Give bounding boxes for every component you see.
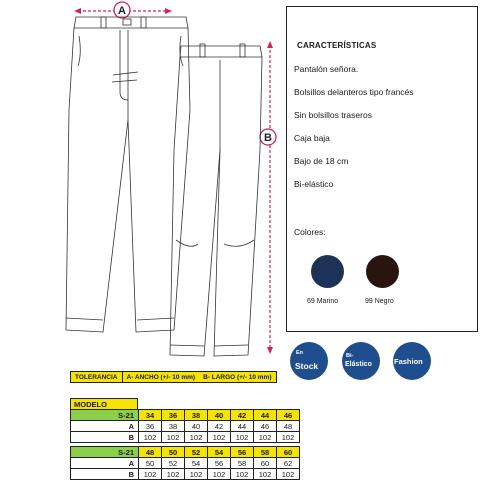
characteristic-line: Pantalón señora. [294, 64, 359, 74]
row-label: B [71, 432, 139, 443]
tolerance-strip [70, 371, 277, 383]
value-cell: 44 [231, 421, 254, 432]
label-a: A [118, 5, 126, 17]
value-cell: 54 [185, 458, 208, 469]
size-cell: 42 [231, 410, 254, 421]
badge-line: En [296, 350, 304, 356]
trousers-technical-drawing [0, 0, 285, 365]
table-row [71, 432, 300, 443]
value-cell: 40 [185, 421, 208, 432]
color-swatch-marino [311, 255, 344, 288]
table-row [71, 410, 300, 421]
size-cell: 56 [231, 447, 254, 458]
size-cell: 60 [277, 447, 300, 458]
color-swatch-negro [366, 255, 399, 288]
width-measure-arrow [74, 2, 172, 18]
size-cell: 36 [162, 410, 185, 421]
value-cell: 102 [277, 469, 300, 480]
size-cell: 48 [139, 447, 162, 458]
value-cell: 46 [254, 421, 277, 432]
characteristic-line: Sin bolsillos traseros [294, 110, 372, 120]
colors-label: Colores: [294, 227, 326, 237]
characteristic-line: Bajo de 18 cm [294, 156, 349, 166]
row-label: B [71, 469, 139, 480]
table-row [71, 458, 300, 469]
table-row [71, 447, 300, 458]
value-cell: 48 [277, 421, 300, 432]
badge-line: Elástico [345, 361, 372, 368]
value-cell: 42 [208, 421, 231, 432]
size-cell: 58 [254, 447, 277, 458]
value-cell: 102 [254, 469, 277, 480]
value-cell: 102 [231, 432, 254, 443]
color-name-negro: 99 Negro [365, 298, 394, 305]
model-name: S-21 [71, 410, 139, 421]
size-cell: 46 [277, 410, 300, 421]
row-label: A [71, 421, 139, 432]
characteristics-panel [286, 6, 478, 332]
value-cell: 102 [254, 432, 277, 443]
value-cell: 102 [208, 432, 231, 443]
size-cell: 54 [208, 447, 231, 458]
value-cell: 58 [231, 458, 254, 469]
bi-elastic-badge [342, 342, 380, 380]
value-cell: 102 [185, 432, 208, 443]
label-b: B [264, 132, 272, 144]
fashion-badge [393, 342, 431, 380]
characteristic-line: Bolsillos delanteros tipo francés [294, 87, 414, 97]
size-cell: 40 [208, 410, 231, 421]
value-cell: 102 [162, 469, 185, 480]
in-stock-badge [290, 342, 328, 380]
badge-line: Bi- [346, 353, 354, 359]
tolerance-width: A- ANCHO (+/- 10 mm) [126, 373, 196, 381]
size-cell: 38 [185, 410, 208, 421]
value-cell: 102 [208, 469, 231, 480]
value-cell: 102 [162, 432, 185, 443]
value-cell: 52 [162, 458, 185, 469]
badge-line: Fashion [394, 357, 423, 366]
badge-line: Stock [295, 361, 319, 371]
characteristic-line: Bi-elástico [294, 179, 334, 189]
value-cell: 36 [139, 421, 162, 432]
size-cell: 52 [185, 447, 208, 458]
value-cell: 62 [277, 458, 300, 469]
value-cell: 102 [231, 469, 254, 480]
color-name-marino: 69 Marino [307, 298, 339, 305]
row-label: A [71, 458, 139, 469]
size-cell: 34 [139, 410, 162, 421]
size-cell: 50 [162, 447, 185, 458]
value-cell: 102 [185, 469, 208, 480]
tolerance-length: B- LARGO (+/- 10 mm) [203, 373, 272, 381]
size-table [70, 409, 300, 480]
value-cell: 102 [139, 432, 162, 443]
value-cell: 60 [254, 458, 277, 469]
characteristics-title: CARACTERÍSTICAS [297, 41, 377, 50]
value-cell: 102 [139, 469, 162, 480]
tolerance-label: TOLERANCIA [71, 372, 123, 382]
value-cell: 56 [208, 458, 231, 469]
length-measure-arrow [260, 41, 276, 354]
table-row [71, 421, 300, 432]
size-cell: 44 [254, 410, 277, 421]
model-label: MODELO [70, 398, 138, 410]
value-cell: 50 [139, 458, 162, 469]
table-row [71, 469, 300, 480]
characteristic-line: Caja baja [294, 133, 330, 143]
value-cell: 38 [162, 421, 185, 432]
model-name: S-21 [71, 447, 139, 458]
value-cell: 102 [277, 432, 300, 443]
